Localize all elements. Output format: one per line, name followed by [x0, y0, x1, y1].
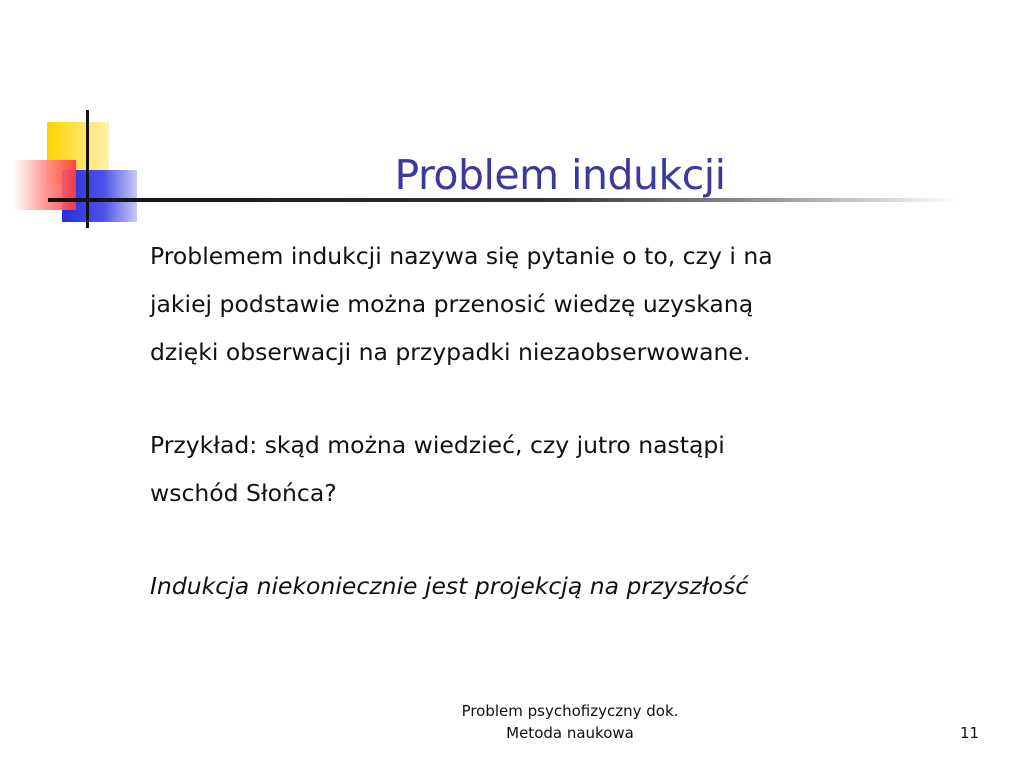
vertical-rule-decoration	[86, 110, 89, 228]
footer-line-1: Problem psychofizyczny dok.	[461, 702, 679, 720]
definition-paragraph: Problemem indukcji nazywa się pytanie o to, czy i na jakiej podstawie można przenosić wiedzę uzyskaną dzięki obserwacji na przypadki niezaobserwowane.	[150, 242, 773, 366]
red-square-decoration	[14, 160, 76, 210]
slide-logo-decoration	[0, 100, 150, 240]
footer-line-2: Metoda naukowa	[506, 724, 634, 742]
slide-title: Problem indukcji	[394, 151, 726, 200]
slide-body	[150, 232, 910, 610]
page-number: 11	[960, 724, 980, 742]
slide-footer	[400, 700, 740, 744]
conclusion-paragraph: Indukcja niekoniecznie jest projekcją na przyszłość	[150, 572, 749, 600]
example-paragraph: Przykład: skąd można wiedzieć, czy jutro nastąpi wschód Słońca?	[150, 431, 725, 507]
